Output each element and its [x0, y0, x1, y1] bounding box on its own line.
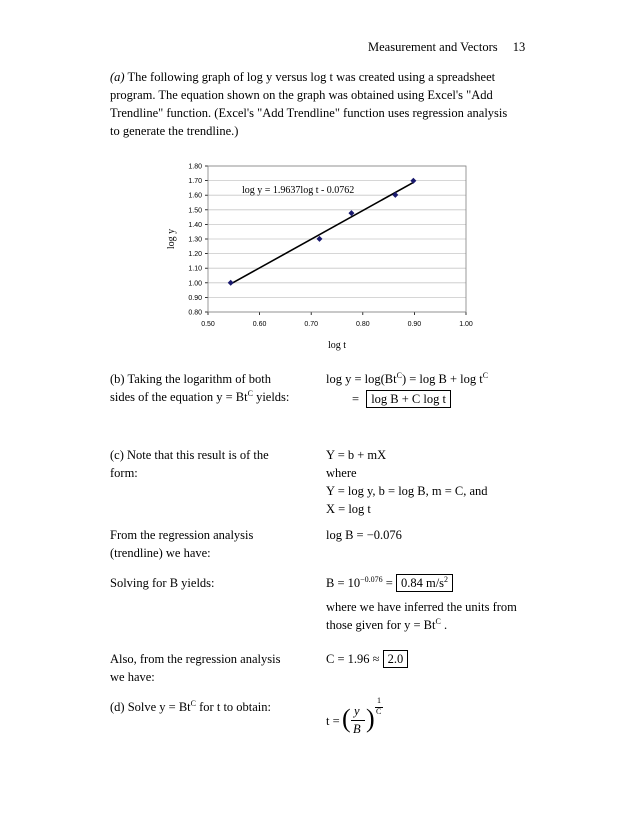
part-b-boxed-result: log B + C log t — [366, 390, 451, 408]
part-a-line-2: program. The equation shown on the graph was obtained using Excel's "Add — [110, 88, 493, 102]
y-axis-label: log y — [166, 228, 177, 250]
running-title: Measurement and Vectors — [368, 40, 498, 54]
also-left-line-1: Also, from the regression analysis — [110, 652, 281, 666]
y-tick-label: 1.70 — [188, 178, 202, 186]
y-tick-label: 1.10 — [188, 265, 202, 273]
part-d-left: (d) Solve $y = Bt^C$ for t to obtain: — [110, 698, 272, 714]
part-d-t-equals: t = — [326, 714, 340, 728]
y-tick-label: 1.50 — [188, 207, 202, 215]
right-paren: ) — [366, 704, 375, 733]
part-b-left-line-2: sides of the equation $y = Bt^C$ yields: — [110, 388, 290, 404]
part-c-right-line-3: Y = log y, b = log B, m = C, and — [326, 484, 488, 498]
part-c-right-line-1: Y = b + mX — [326, 448, 387, 462]
data-point — [316, 236, 322, 242]
exponent-numerator: 1 — [377, 696, 381, 705]
fraction-numerator: y — [354, 704, 360, 718]
y-tick-label: 1.60 — [188, 192, 202, 200]
fraction-bar — [351, 720, 365, 721]
part-a-line-3: Trendline" function. (Excel's "Add Trendline" function uses regression analysis — [110, 106, 508, 120]
y-tick-label: 0.90 — [188, 294, 202, 302]
part-a-text — [110, 68, 507, 140]
part-c-right-line-4: X = log t — [326, 502, 371, 516]
x-tick-label: 0.70 — [304, 321, 319, 328]
regression-left — [110, 526, 253, 562]
left-paren: ( — [342, 704, 351, 733]
part-c-left — [110, 446, 269, 482]
exponent-denominator: C — [376, 707, 382, 716]
x-axis-label: log t — [327, 340, 347, 351]
part-a-line-1: (a) The following graph of log y versus log t was created using a spreadsheet — [110, 70, 496, 84]
solve-b-note-line-1: where we have inferred the units from — [326, 600, 517, 614]
y-tick-label: 1.80 — [188, 163, 202, 171]
part-c-left-line-2: form: — [110, 466, 138, 480]
x-tick-label: 0.60 — [252, 321, 267, 328]
also-left-line-2: we have: — [110, 670, 155, 684]
solve-b-left: Solving for B yields: — [110, 576, 215, 590]
x-tick-label: 0.80 — [355, 321, 370, 328]
solve-b-boxed-result: 0.84 $m/s^2$ — [396, 574, 453, 592]
solve-b-eq: $B = 10^{-0.076} = 0.84$ $m/s^2$ — [326, 574, 453, 592]
y-tick-label: 1.30 — [188, 236, 202, 244]
also-left — [110, 650, 280, 686]
solve-b-note — [326, 598, 517, 634]
part-d-equation — [326, 696, 406, 740]
trendline — [231, 182, 414, 283]
x-tick-label: 1.00 — [459, 321, 473, 328]
y-tick-label: 1.40 — [188, 221, 202, 229]
part-c-right — [326, 446, 488, 518]
page-number: 13 — [512, 40, 526, 54]
x-tick-label: 0.50 — [201, 321, 215, 328]
regression-left-line-1: From the regression analysis — [110, 528, 254, 542]
loglog-chart — [150, 152, 570, 362]
x-tick-label: 0.90 — [407, 321, 422, 328]
regression-left-line-2: (trendline) we have: — [110, 546, 211, 560]
part-b-left-line-1: (b) Taking the logarithm of both — [110, 372, 272, 386]
y-tick-label: 0.80 — [188, 309, 202, 317]
part-b-eq-2: = log B + C log t — [352, 390, 451, 408]
part-b-left — [110, 370, 289, 406]
part-b-eq-1: $\log y = \log(Bt^C) = \log B + \log t^C$ — [326, 370, 489, 386]
part-c-left-line-1: (c) Note that this result is of the — [110, 448, 269, 462]
y-tick-label: 1.00 — [188, 280, 202, 288]
part-a-line-4: to generate the trendline.) — [110, 124, 239, 138]
running-header — [368, 38, 525, 56]
y-tick-label: 1.20 — [188, 251, 202, 259]
data-point — [228, 280, 234, 286]
fraction-denominator: B — [353, 722, 361, 736]
regression-right: log B = −0.076 — [326, 528, 402, 542]
solve-b-note-line-2: those given for $y = Bt^C$ . — [326, 616, 448, 632]
part-a-label: (a) — [110, 70, 125, 84]
also-eq: C = 1.96 ≈ 2.0 — [326, 650, 408, 668]
also-boxed-result: 2.0 — [383, 650, 409, 668]
part-c-right-line-2: where — [326, 466, 357, 480]
trendline-equation: log y = 1.9637log t - 0.0762 — [242, 185, 355, 196]
